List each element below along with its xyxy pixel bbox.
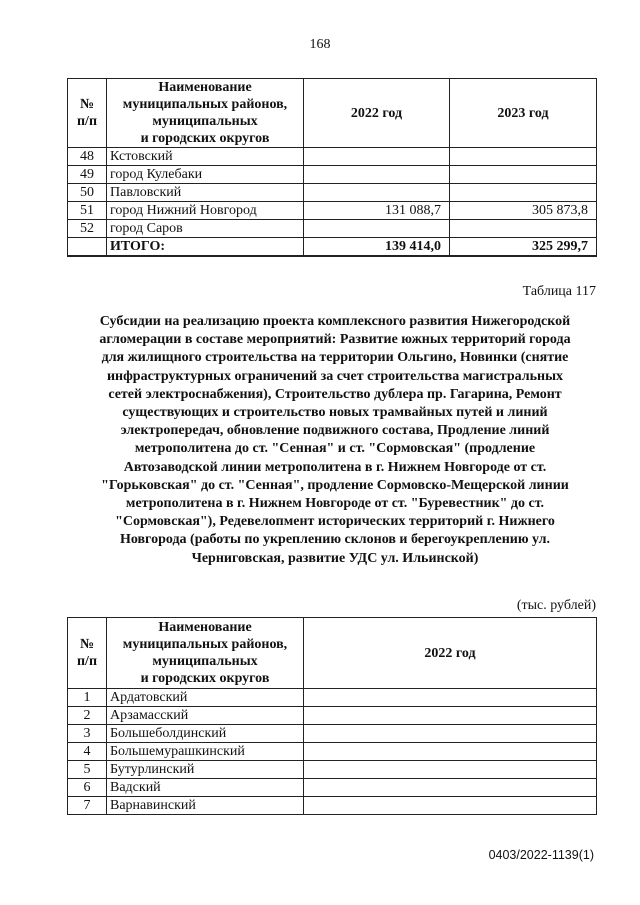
- col-header-number: № п/п: [68, 618, 107, 689]
- municipality-name: Вадский: [107, 779, 304, 797]
- value-2022: [304, 166, 450, 184]
- total-label: ИТОГО:: [107, 238, 304, 257]
- total-2022: 139 414,0: [304, 238, 450, 257]
- subsidy-table-116-continued: [67, 78, 597, 257]
- document-code: 0403/2022-1139(1): [488, 848, 594, 862]
- value-2022: [304, 779, 597, 797]
- row-number: 48: [68, 148, 107, 166]
- municipality-name: Ардатовский: [107, 689, 304, 707]
- col-header-name: Наименование муниципальных районов, муниципальных и городских округов: [107, 79, 304, 148]
- value-2023: [450, 220, 597, 238]
- municipality-name: Варнавинский: [107, 797, 304, 815]
- row-number: 52: [68, 220, 107, 238]
- table-row: [68, 779, 597, 797]
- subsidy-table-117: [67, 617, 597, 815]
- row-number: 6: [68, 779, 107, 797]
- value-2022: [304, 689, 597, 707]
- value-2022: [304, 743, 597, 761]
- municipality-name: Арзамасский: [107, 707, 304, 725]
- value-2022: [304, 220, 450, 238]
- table-row: [68, 220, 597, 238]
- table-header-row: [68, 79, 597, 148]
- col-header-name: Наименование муниципальных районов, муниципальных и городских округов: [107, 618, 304, 689]
- municipality-name: Кстовский: [107, 148, 304, 166]
- col-header-2022: 2022 год: [304, 618, 597, 689]
- table-row: [68, 184, 597, 202]
- value-2022: [304, 184, 450, 202]
- value-2022: [304, 707, 597, 725]
- table-row: [68, 166, 597, 184]
- value-2023: [450, 166, 597, 184]
- table-row: [68, 689, 597, 707]
- table-row: [68, 725, 597, 743]
- row-number: 1: [68, 689, 107, 707]
- table-caption: Таблица 117: [522, 284, 596, 299]
- value-2023: 305 873,8: [450, 202, 597, 220]
- subsidy-title: Субсидии на реализацию проекта комплексного развития Нижегородской агломерации в составе мероприятий: Развитие южных территорий города для жилищного строительства на территории Ольгино, Новинки (снятие инфраструктурных ограничений за счет строительства магистральных сетей электроснабжения), Строительство дублера пр. Гагарина, Ремонт существующих и строительство новых трамвайных путей и линий электропередач, обновление подвижного состава, Продление линий метрополитена до ст. "Сенная" и ст. "Сормовская" (продление Автозаводской линии метрополитена в г. Нижнем Новгороде от ст. "Горьковская" до ст. "Сенная", продление Сормовско-Мещерской линии метрополитена в г. Нижнем Новгороде от ст. "Буревестник" до ст. "Сормовская"), Редевелопмент исторических территорий г. Нижнего Новгорода (работы по укреплению склонов и берегоукреплению ул. Черниговская, развитие УДС ул. Ильинской): [99, 314, 571, 566]
- page-number: 168: [309, 37, 331, 52]
- value-2022: [304, 725, 597, 743]
- value-2023: [450, 184, 597, 202]
- row-number: 5: [68, 761, 107, 779]
- row-number: 2: [68, 707, 107, 725]
- table-row: [68, 707, 597, 725]
- table-row: [68, 743, 597, 761]
- units-label: (тыс. рублей): [516, 598, 596, 613]
- municipality-name: город Саров: [107, 220, 304, 238]
- value-2023: [450, 148, 597, 166]
- table-row: [68, 797, 597, 815]
- col-header-2022: 2022 год: [304, 79, 450, 148]
- municipality-name: город Нижний Новгород: [107, 202, 304, 220]
- municipality-name: Павловский: [107, 184, 304, 202]
- row-number: 4: [68, 743, 107, 761]
- table-header-row: [68, 618, 597, 689]
- total-number-cell: [68, 238, 107, 257]
- row-number: 3: [68, 725, 107, 743]
- value-2022: [304, 761, 597, 779]
- col-header-number: № п/п: [68, 79, 107, 148]
- value-2022: 131 088,7: [304, 202, 450, 220]
- total-2023: 325 299,7: [450, 238, 597, 257]
- municipality-name: Большеболдинский: [107, 725, 304, 743]
- table-row: [68, 202, 597, 220]
- municipality-name: Большемурашкинский: [107, 743, 304, 761]
- row-number: 50: [68, 184, 107, 202]
- value-2022: [304, 148, 450, 166]
- total-row: [68, 238, 597, 257]
- municipality-name: Бутурлинский: [107, 761, 304, 779]
- table-row: [68, 761, 597, 779]
- row-number: 49: [68, 166, 107, 184]
- col-header-2023: 2023 год: [450, 79, 597, 148]
- value-2022: [304, 797, 597, 815]
- municipality-name: город Кулебаки: [107, 166, 304, 184]
- table-row: [68, 148, 597, 166]
- row-number: 7: [68, 797, 107, 815]
- row-number: 51: [68, 202, 107, 220]
